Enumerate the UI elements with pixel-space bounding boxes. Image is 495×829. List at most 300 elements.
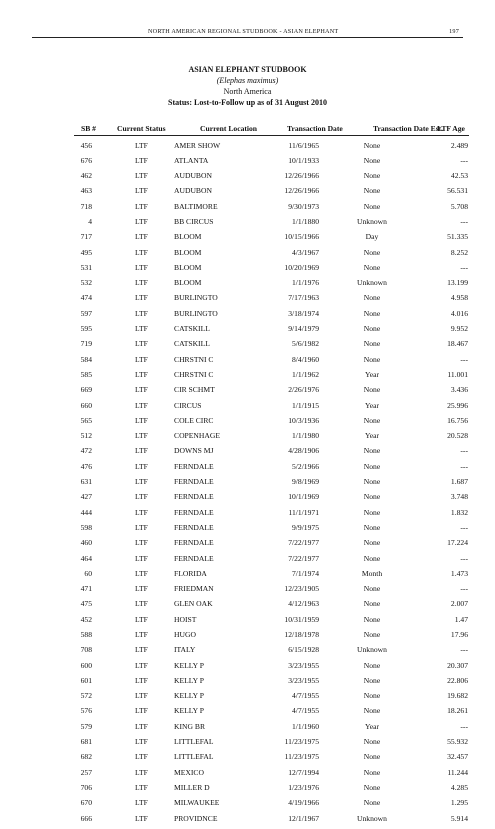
current-status-cell: LTF xyxy=(135,782,148,792)
table-row xyxy=(74,263,469,278)
sb-number-cell: 576 xyxy=(80,706,92,716)
transaction-date-cell: 11/23/1975 xyxy=(284,752,319,762)
current-status-cell: LTF xyxy=(135,522,148,532)
sb-number-cell: 257 xyxy=(80,767,92,777)
transaction-date-est-cell: None xyxy=(363,155,381,165)
transaction-date-est-cell: None xyxy=(363,675,381,685)
transaction-date-est-cell: None xyxy=(363,522,381,532)
current-status-cell: LTF xyxy=(135,813,148,823)
table-row xyxy=(74,508,469,523)
ltf-age-cell: 2.489 xyxy=(450,140,468,150)
studbook-table-body xyxy=(74,141,469,829)
current-status-cell: LTF xyxy=(135,645,148,655)
current-location-cell: CIRCUS xyxy=(174,400,202,410)
transaction-date-cell: 10/1/1969 xyxy=(288,492,319,502)
sb-number-cell: 601 xyxy=(80,675,92,685)
sb-number-cell: 4 xyxy=(88,216,92,226)
ltf-age-cell: 9.952 xyxy=(450,324,468,334)
ltf-age-cell: 3.748 xyxy=(450,492,468,502)
table-row xyxy=(74,462,469,477)
sb-number-cell: 464 xyxy=(80,553,92,563)
current-status-cell: LTF xyxy=(135,507,148,517)
sb-number-cell: 474 xyxy=(80,293,92,303)
current-status-cell: LTF xyxy=(135,767,148,777)
current-location-cell: KELLY P xyxy=(174,691,204,701)
current-status-cell: LTF xyxy=(135,171,148,181)
transaction-date-est-cell: Unknown xyxy=(357,216,387,226)
current-status-cell: LTF xyxy=(135,706,148,716)
ltf-age-cell: 11.001 xyxy=(447,369,468,379)
current-status-cell: LTF xyxy=(135,324,148,334)
current-status-cell: LTF xyxy=(135,431,148,441)
current-status-cell: LTF xyxy=(135,415,148,425)
transaction-date-est-cell: None xyxy=(363,767,381,777)
table-row xyxy=(74,722,469,737)
table-row xyxy=(74,661,469,676)
table-row xyxy=(74,156,469,171)
transaction-date-est-cell: None xyxy=(363,339,381,349)
column-header-current-location: Current Location xyxy=(200,124,258,133)
table-row xyxy=(74,569,469,584)
sb-number-cell: 472 xyxy=(80,446,92,456)
current-status-cell: LTF xyxy=(135,369,148,379)
sb-number-cell: 460 xyxy=(80,538,92,548)
table-row xyxy=(74,141,469,156)
sb-number-cell: 597 xyxy=(80,308,92,318)
ltf-age-cell: 42.53 xyxy=(450,171,468,181)
current-location-cell: BB CIRCUS xyxy=(174,216,214,226)
sb-number-cell: 512 xyxy=(80,431,92,441)
current-location-cell: ATLANTA xyxy=(174,155,209,165)
transaction-date-est-cell: Month xyxy=(361,568,383,578)
transaction-date-est-cell: None xyxy=(363,752,381,762)
ltf-age-cell: 32.457 xyxy=(447,752,468,762)
sb-number-cell: 475 xyxy=(80,599,92,609)
table-row xyxy=(74,737,469,752)
current-status-cell: LTF xyxy=(135,691,148,701)
transaction-date-est-cell: Year xyxy=(365,721,379,731)
current-status-cell: LTF xyxy=(135,308,148,318)
transaction-date-cell: 11/1/1971 xyxy=(288,507,319,517)
current-location-cell: MILLER D xyxy=(174,782,210,792)
sb-number-cell: 60 xyxy=(84,568,92,578)
column-header-current-status: Current Status xyxy=(117,124,166,133)
ltf-age-cell: 1.473 xyxy=(450,568,468,578)
sb-number-cell: 670 xyxy=(80,798,92,808)
current-location-cell: BLOOM xyxy=(174,232,202,242)
current-location-cell: KELLY P xyxy=(174,706,204,716)
transaction-date-est-cell: None xyxy=(363,385,381,395)
current-status-cell: LTF xyxy=(135,599,148,609)
current-location-cell: FERNDALE xyxy=(174,477,214,487)
ltf-age-cell: 5.914 xyxy=(450,813,468,823)
running-head-title: NORTH AMERICAN REGIONAL STUDBOOK - ASIAN ELEPHANT xyxy=(148,28,339,35)
transaction-date-est-cell: Year xyxy=(365,369,379,379)
table-row xyxy=(74,370,469,385)
transaction-date-cell: 12/7/1994 xyxy=(288,767,319,777)
transaction-date-cell: 12/26/1966 xyxy=(284,186,319,196)
current-location-cell: FERNDALE xyxy=(174,461,214,471)
current-status-cell: LTF xyxy=(135,614,148,624)
ltf-age-cell: 5.708 xyxy=(450,201,468,211)
table-row xyxy=(74,385,469,400)
running-head xyxy=(32,27,463,38)
transaction-date-est-cell: None xyxy=(363,262,381,272)
transaction-date-cell: 10/3/1936 xyxy=(288,415,319,425)
sb-number-cell: 598 xyxy=(80,522,92,532)
transaction-date-cell: 9/8/1969 xyxy=(291,477,319,487)
current-location-cell: AMER SHOW xyxy=(174,140,221,150)
current-location-cell: MEXICO xyxy=(174,767,204,777)
sb-number-cell: 444 xyxy=(80,507,92,517)
scientific-name: (Elephas maximus) xyxy=(216,76,279,85)
table-row xyxy=(74,676,469,691)
page-number: 197 xyxy=(449,28,459,35)
current-status-cell: LTF xyxy=(135,721,148,731)
current-status-cell: LTF xyxy=(135,354,148,364)
current-status-cell: LTF xyxy=(135,262,148,272)
transaction-date-cell: 6/15/1928 xyxy=(288,645,319,655)
column-header-sb: SB # xyxy=(81,124,96,133)
studbook-heading xyxy=(0,64,495,108)
current-location-cell: BLOOM xyxy=(174,247,202,257)
transaction-date-cell: 11/23/1975 xyxy=(284,737,319,747)
status-line: Status: Lost-to-Follow up as of 31 August 2010 xyxy=(168,98,327,107)
table-row xyxy=(74,599,469,614)
current-location-cell: HUGO xyxy=(174,630,196,639)
transaction-date-cell: 1/1/1962 xyxy=(291,369,319,379)
current-location-cell: FERNDALE xyxy=(174,538,214,548)
transaction-date-cell: 3/23/1955 xyxy=(288,675,319,685)
table-row xyxy=(74,645,469,660)
transaction-date-cell: 4/7/1955 xyxy=(291,691,319,701)
current-location-cell: CATSKILL xyxy=(174,339,210,349)
transaction-date-cell: 4/28/1906 xyxy=(288,446,319,456)
current-status-cell: LTF xyxy=(135,584,148,594)
column-header-transaction-date-est: Transaction Date Est. xyxy=(373,124,444,133)
ltf-age-cell: 4.016 xyxy=(450,308,468,318)
transaction-date-est-cell: None xyxy=(363,660,381,670)
table-row xyxy=(74,202,469,217)
ltf-age-cell: --- xyxy=(460,645,468,655)
ltf-age-cell: 22.806 xyxy=(447,675,468,685)
table-row xyxy=(74,248,469,263)
current-location-cell: CHRSTNI C xyxy=(174,354,214,364)
current-status-cell: LTF xyxy=(135,155,148,165)
transaction-date-cell: 4/7/1955 xyxy=(291,706,319,716)
sb-number-cell: 476 xyxy=(80,461,92,471)
ltf-age-cell: --- xyxy=(460,553,468,563)
current-status-cell: LTF xyxy=(135,339,148,349)
table-row xyxy=(74,798,469,813)
ltf-age-cell: 56.531 xyxy=(447,186,468,196)
current-location-cell: FERNDALE xyxy=(174,507,214,517)
table-header xyxy=(74,124,469,136)
current-location-cell: FERNDALE xyxy=(174,492,214,502)
transaction-date-cell: 12/23/1905 xyxy=(284,584,319,594)
current-location-cell: KELLY P xyxy=(174,660,204,670)
current-location-cell: BLOOM xyxy=(174,262,202,272)
current-status-cell: LTF xyxy=(135,492,148,502)
table-row xyxy=(74,706,469,721)
table-row xyxy=(74,538,469,553)
transaction-date-cell: 11/6/1965 xyxy=(288,140,319,150)
current-status-cell: LTF xyxy=(135,737,148,747)
transaction-date-est-cell: None xyxy=(363,614,381,624)
transaction-date-cell: 1/1/1976 xyxy=(291,278,319,288)
transaction-date-est-cell: None xyxy=(363,324,381,334)
transaction-date-est-cell: None xyxy=(363,630,381,639)
transaction-date-cell: 10/15/1966 xyxy=(284,232,319,242)
transaction-date-est-cell: None xyxy=(363,140,381,150)
current-status-cell: LTF xyxy=(135,216,148,226)
ltf-age-cell: 1.295 xyxy=(450,798,468,808)
current-location-cell: LITTLEFAL xyxy=(174,737,214,747)
sb-number-cell: 708 xyxy=(80,645,92,655)
transaction-date-cell: 12/18/1978 xyxy=(284,630,319,639)
sb-number-cell: 706 xyxy=(80,782,92,792)
ltf-age-cell: --- xyxy=(460,522,468,532)
ltf-age-cell: --- xyxy=(460,155,468,165)
current-status-cell: LTF xyxy=(135,477,148,487)
transaction-date-cell: 5/2/1966 xyxy=(291,461,319,471)
transaction-date-est-cell: None xyxy=(363,201,381,211)
sb-number-cell: 471 xyxy=(80,584,92,594)
table-row xyxy=(74,355,469,370)
current-status-cell: LTF xyxy=(135,140,148,150)
ltf-age-cell: 16.756 xyxy=(447,415,468,425)
current-status-cell: LTF xyxy=(135,247,148,257)
current-location-cell: BURLINGTO xyxy=(174,308,218,318)
ltf-age-cell: 4.285 xyxy=(450,782,468,792)
current-location-cell: PROVIDNCE xyxy=(174,813,218,823)
current-location-cell: MILWAUKEE xyxy=(174,798,220,808)
current-status-cell: LTF xyxy=(135,400,148,410)
ltf-age-cell: 17.96 xyxy=(450,630,468,639)
current-status-cell: LTF xyxy=(135,630,148,639)
sb-number-cell: 565 xyxy=(80,415,92,425)
ltf-age-cell: 2.007 xyxy=(450,599,468,609)
current-location-cell: HOIST xyxy=(174,614,197,624)
transaction-date-est-cell: Day xyxy=(365,232,379,242)
transaction-date-cell: 7/1/1974 xyxy=(291,568,319,578)
current-status-cell: LTF xyxy=(135,385,148,395)
transaction-date-est-cell: None xyxy=(363,186,381,196)
current-status-cell: LTF xyxy=(135,568,148,578)
current-status-cell: LTF xyxy=(135,798,148,808)
column-header-transaction-date: Transaction Date xyxy=(287,124,343,133)
current-location-cell: DOWNS MJ xyxy=(174,446,214,456)
table-row xyxy=(74,523,469,538)
transaction-date-cell: 12/1/1967 xyxy=(288,813,319,823)
transaction-date-cell: 1/23/1976 xyxy=(288,782,319,792)
current-location-cell: GLEN OAK xyxy=(174,599,213,609)
ltf-age-cell: --- xyxy=(460,354,468,364)
current-location-cell: COLE CIRC xyxy=(174,415,214,425)
region-label: North America xyxy=(223,87,272,96)
sb-number-cell: 462 xyxy=(80,171,92,181)
sb-number-cell: 681 xyxy=(80,737,92,747)
ltf-age-cell: 1.687 xyxy=(450,477,468,487)
transaction-date-cell: 4/19/1966 xyxy=(288,798,319,808)
ltf-age-cell: 3.436 xyxy=(450,385,468,395)
table-row xyxy=(74,584,469,599)
transaction-date-est-cell: None xyxy=(363,171,381,181)
current-status-cell: LTF xyxy=(135,660,148,670)
ltf-age-cell: 1.832 xyxy=(450,507,468,517)
studbook-title: ASIAN ELEPHANT STUDBOOK xyxy=(188,65,307,74)
current-status-cell: LTF xyxy=(135,293,148,303)
ltf-age-cell: 11.244 xyxy=(447,767,468,777)
table-row xyxy=(74,446,469,461)
current-location-cell: ITALY xyxy=(174,645,196,655)
ltf-age-cell: --- xyxy=(460,216,468,226)
current-location-cell: LITTLEFAL xyxy=(174,752,214,762)
current-location-cell: COPENHAGE xyxy=(174,431,220,441)
ltf-age-cell: 55.932 xyxy=(447,737,468,747)
current-location-cell: KING BR xyxy=(174,721,206,731)
table-row xyxy=(74,217,469,232)
table-row xyxy=(74,278,469,293)
ltf-age-cell: 13.199 xyxy=(447,278,468,288)
table-row xyxy=(74,339,469,354)
ltf-age-cell: --- xyxy=(460,461,468,471)
transaction-date-cell: 9/9/1975 xyxy=(291,522,319,532)
sb-number-cell: 600 xyxy=(80,660,92,670)
table-row xyxy=(74,416,469,431)
column-header-ltf-age: LTF Age xyxy=(437,124,465,133)
current-location-cell: CHRSTNI C xyxy=(174,369,214,379)
transaction-date-est-cell: Year xyxy=(365,400,379,410)
current-status-cell: LTF xyxy=(135,201,148,211)
transaction-date-est-cell: None xyxy=(363,492,381,502)
transaction-date-est-cell: None xyxy=(363,553,381,563)
table-row xyxy=(74,768,469,783)
sb-number-cell: 719 xyxy=(80,339,92,349)
sb-number-cell: 463 xyxy=(80,186,92,196)
current-status-cell: LTF xyxy=(135,538,148,548)
transaction-date-est-cell: Unknown xyxy=(357,645,387,655)
sb-number-cell: 532 xyxy=(80,278,92,288)
table-row xyxy=(74,477,469,492)
transaction-date-cell: 1/1/1980 xyxy=(291,431,319,441)
ltf-age-cell: 20.528 xyxy=(447,431,468,441)
transaction-date-cell: 12/26/1966 xyxy=(284,171,319,181)
ltf-age-cell: 17.224 xyxy=(447,538,468,548)
table-row xyxy=(74,554,469,569)
transaction-date-cell: 9/14/1979 xyxy=(288,324,319,334)
transaction-date-est-cell: None xyxy=(363,354,381,364)
current-location-cell: BURLINGTO xyxy=(174,293,218,303)
transaction-date-cell: 10/1/1933 xyxy=(288,155,319,165)
transaction-date-est-cell: None xyxy=(363,415,381,425)
current-location-cell: FERNDALE xyxy=(174,522,214,532)
transaction-date-cell: 7/22/1977 xyxy=(288,553,319,563)
current-location-cell: CATSKILL xyxy=(174,324,210,334)
table-row xyxy=(74,492,469,507)
transaction-date-est-cell: None xyxy=(363,737,381,747)
table-row xyxy=(74,401,469,416)
transaction-date-est-cell: None xyxy=(363,599,381,609)
transaction-date-cell: 7/17/1963 xyxy=(288,293,319,303)
sb-number-cell: 682 xyxy=(80,752,92,762)
sb-number-cell: 452 xyxy=(80,614,92,624)
current-location-cell: AUDUBON xyxy=(174,186,212,196)
ltf-age-cell: 4.958 xyxy=(450,293,468,303)
transaction-date-cell: 1/1/1960 xyxy=(291,721,319,731)
current-status-cell: LTF xyxy=(135,186,148,196)
sb-number-cell: 427 xyxy=(80,492,92,502)
ltf-age-cell: 8.252 xyxy=(450,247,468,257)
ltf-age-cell: --- xyxy=(460,584,468,594)
transaction-date-cell: 3/23/1955 xyxy=(288,660,319,670)
transaction-date-cell: 4/3/1967 xyxy=(291,247,319,257)
sb-number-cell: 572 xyxy=(80,691,92,701)
current-status-cell: LTF xyxy=(135,461,148,471)
sb-number-cell: 660 xyxy=(80,400,92,410)
transaction-date-est-cell: None xyxy=(363,798,381,808)
sb-number-cell: 676 xyxy=(80,155,92,165)
transaction-date-est-cell: Unknown xyxy=(357,813,387,823)
ltf-age-cell: 18.261 xyxy=(447,706,468,716)
transaction-date-est-cell: None xyxy=(363,293,381,303)
sb-number-cell: 584 xyxy=(80,354,92,364)
current-status-cell: LTF xyxy=(135,232,148,242)
sb-number-cell: 666 xyxy=(80,813,92,823)
transaction-date-cell: 1/1/1915 xyxy=(291,400,319,410)
table-row xyxy=(74,186,469,201)
transaction-date-est-cell: None xyxy=(363,691,381,701)
sb-number-cell: 579 xyxy=(80,721,92,731)
current-location-cell: KELLY P xyxy=(174,675,204,685)
table-row xyxy=(74,814,469,829)
sb-number-cell: 631 xyxy=(80,477,92,487)
ltf-age-cell: 18.467 xyxy=(447,339,468,349)
current-status-cell: LTF xyxy=(135,278,148,288)
table-row xyxy=(74,171,469,186)
table-row xyxy=(74,431,469,446)
table-row xyxy=(74,783,469,798)
ltf-age-cell: 1.47 xyxy=(454,614,468,624)
sb-number-cell: 588 xyxy=(80,630,92,639)
transaction-date-est-cell: None xyxy=(363,706,381,716)
current-location-cell: FLORIDA xyxy=(174,568,207,578)
transaction-date-est-cell: None xyxy=(363,308,381,318)
table-row xyxy=(74,232,469,247)
ltf-age-cell: 51.335 xyxy=(447,232,468,242)
sb-number-cell: 495 xyxy=(80,247,92,257)
transaction-date-est-cell: None xyxy=(363,477,381,487)
table-row xyxy=(74,309,469,324)
transaction-date-est-cell: None xyxy=(363,461,381,471)
current-status-cell: LTF xyxy=(135,675,148,685)
current-location-cell: CIR SCHMT xyxy=(174,385,215,395)
current-status-cell: LTF xyxy=(135,752,148,762)
table-row xyxy=(74,752,469,767)
sb-number-cell: 531 xyxy=(80,262,92,272)
transaction-date-cell: 3/18/1974 xyxy=(288,308,319,318)
table-row xyxy=(74,324,469,339)
current-status-cell: LTF xyxy=(135,553,148,563)
transaction-date-est-cell: None xyxy=(363,507,381,517)
ltf-age-cell: --- xyxy=(460,446,468,456)
current-location-cell: AUDUBON xyxy=(174,171,212,181)
current-location-cell: FERNDALE xyxy=(174,553,214,563)
transaction-date-est-cell: None xyxy=(363,446,381,456)
current-status-cell: LTF xyxy=(135,446,148,456)
transaction-date-est-cell: None xyxy=(363,247,381,257)
transaction-date-cell: 10/20/1969 xyxy=(284,262,319,272)
